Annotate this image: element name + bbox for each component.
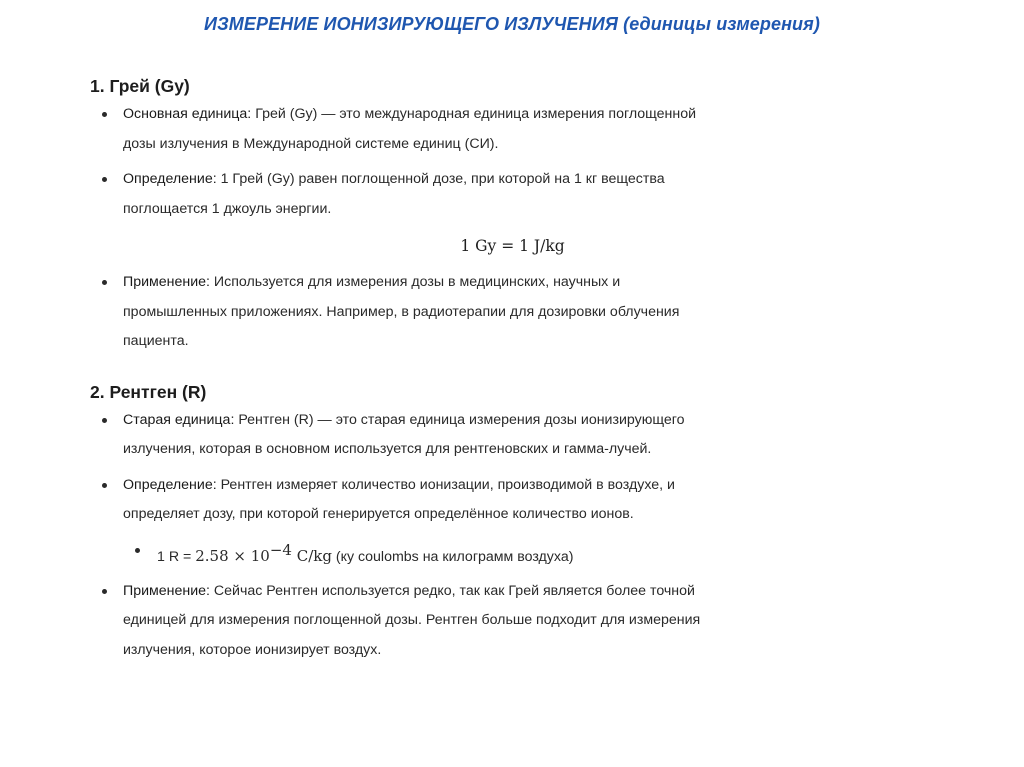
- section-heading-gray: 1. Грей (Gy): [90, 76, 190, 96]
- bullet-icon: [102, 177, 107, 182]
- bullet-term: Определение:: [123, 476, 217, 493]
- bullet-term: Применение:: [123, 274, 210, 290]
- list-item: [90, 406, 820, 465]
- bullet-text: поглощается 1 джоуль энергии.: [123, 200, 332, 217]
- bullet-text: дозы излучения в Международной системе единиц (СИ).: [123, 135, 499, 152]
- list-item: [90, 165, 820, 224]
- bullet-text: единицей для измерения поглощенной дозы. Рентген больше подходит для измерения: [123, 612, 701, 628]
- list-item: [90, 471, 820, 530]
- formula-exponent: −4: [269, 540, 292, 559]
- bullet-text: Рентген измеряет количество ионизации, производимой в воздухе, и: [216, 476, 675, 493]
- list-item: [90, 530, 820, 577]
- bullet-term: Старая единица:: [123, 411, 235, 428]
- bullet-text: излучения, которая в основном используется для рентгеновских и гамма-лучей.: [123, 441, 652, 457]
- bullet-text: 1 Грей (Gy) равен поглощенной дозе, при которой на 1 кг вещества: [216, 171, 665, 187]
- bullet-icon: [102, 589, 107, 594]
- bullet-term: Применение:: [123, 582, 210, 599]
- bullet-text: Рентген (R) — это старая единица измерения дозы ионизирующего: [234, 411, 685, 428]
- bullet-text: излучения, которое ионизирует воздух.: [123, 641, 382, 658]
- bullet-icon: [102, 418, 107, 423]
- formula-value: 2.58 × 10: [195, 546, 270, 565]
- bullet-icon: [102, 280, 107, 285]
- bullet-icon: [102, 112, 107, 117]
- formula-unit: C/kg: [291, 546, 332, 565]
- bullet-text: определяет дозу, при которой генерируется определённое количество ионов.: [123, 506, 634, 522]
- slide-title: ИЗМЕРЕНИЕ ИОНИЗИРУЮЩЕГО ИЗЛУЧЕНИЯ (единицы измерения): [204, 14, 820, 34]
- formula-prefix: 1 R =: [157, 548, 196, 565]
- document-body: [90, 72, 820, 665]
- bullet-text: пациента.: [123, 333, 189, 349]
- formula-gray: 1 Gy = 1 J/kg: [460, 237, 565, 255]
- list-item: [90, 577, 820, 666]
- roentgen-bullet-list: [90, 406, 820, 530]
- bullet-icon: [135, 548, 140, 553]
- bullet-term: Определение:: [123, 171, 217, 187]
- list-item: [90, 268, 820, 357]
- bullet-text: Грей (Gy) — это международная единица измерения поглощенной: [251, 106, 697, 122]
- roentgen-bullet-list-2: [90, 577, 820, 666]
- bullet-text: Используется для измерения дозы в медицинских, научных и: [209, 274, 621, 290]
- gray-bullet-list-2: [90, 268, 820, 357]
- bullet-text: промышленных приложениях. Например, в радиотерапии для дозировки облучения: [123, 303, 680, 320]
- formula-note: (ку coulombs на килограмм воздуха): [331, 548, 574, 565]
- bullet-icon: [102, 483, 107, 488]
- gray-bullet-list: [90, 100, 820, 224]
- list-item: [90, 100, 820, 159]
- bullet-term: Основная единица:: [123, 106, 252, 122]
- roentgen-sub-list: [90, 530, 820, 577]
- bullet-text: Сейчас Рентген используется редко, так как Грей является более точной: [209, 582, 695, 599]
- section-heading-roentgen: 2. Рентген (R): [90, 381, 207, 402]
